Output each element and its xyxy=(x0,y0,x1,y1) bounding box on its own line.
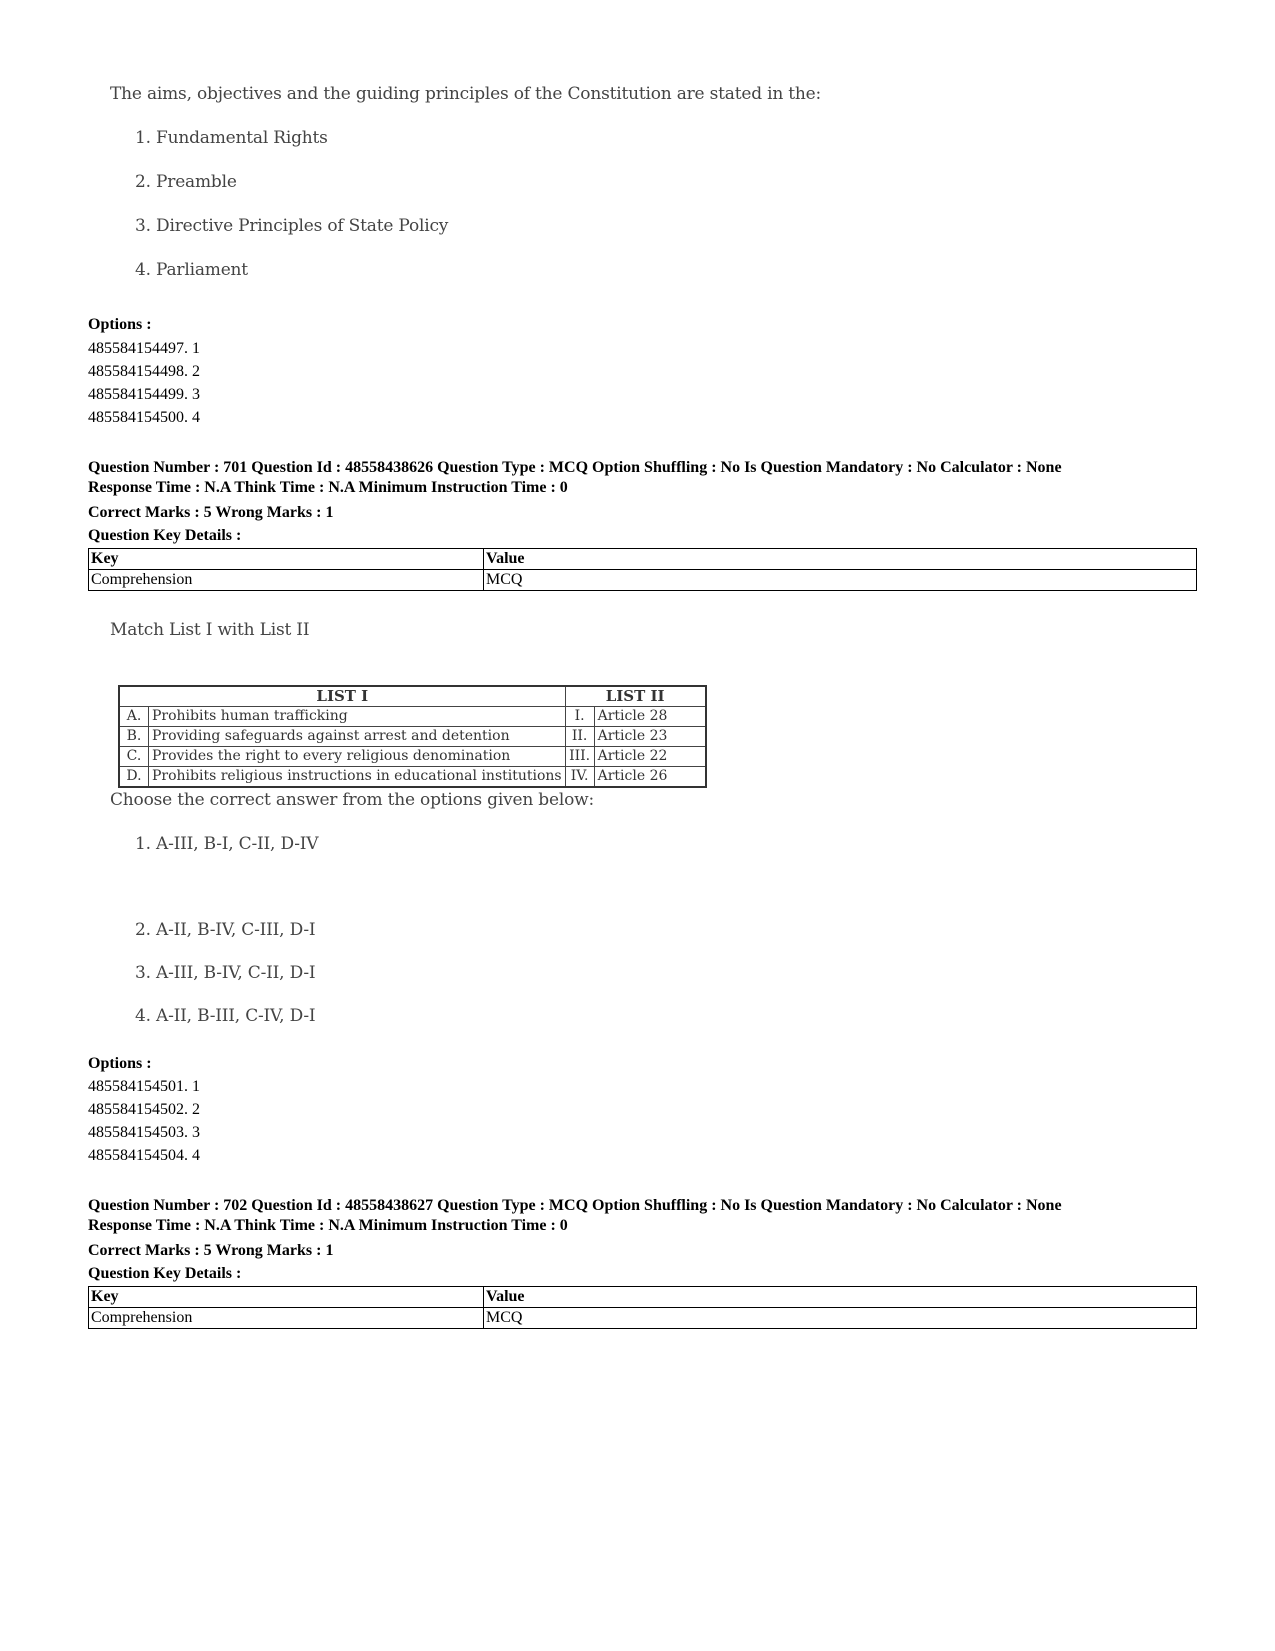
table-cell-key: Comprehension xyxy=(89,1308,484,1329)
table-header-value: Value xyxy=(484,549,1197,570)
key-details-table xyxy=(88,1286,1197,1329)
list-1-item: Provides the right to every religious denomination xyxy=(149,747,566,767)
list-1-label: C. xyxy=(119,747,149,767)
list-2-item: Article 26 xyxy=(594,767,706,788)
key-details-table xyxy=(88,548,1197,591)
question-stem: The aims, objectives and the guiding principles of the Constitution are stated in the: xyxy=(110,84,822,104)
choice-3: 3. Directive Principles of State Policy xyxy=(135,216,449,236)
table-row xyxy=(89,1308,1197,1329)
option-id-3: 485584154503. 3 xyxy=(88,1124,200,1141)
table-header-row xyxy=(89,549,1197,570)
match-row xyxy=(119,767,706,788)
list-1-label: D. xyxy=(119,767,149,788)
match-header-row xyxy=(119,686,706,707)
list-2-label: IV. xyxy=(565,767,594,788)
option-id-2: 485584154502. 2 xyxy=(88,1101,200,1118)
list-1-label: B. xyxy=(119,727,149,747)
list-2-item: Article 22 xyxy=(594,747,706,767)
list-2-header: LIST II xyxy=(565,686,706,707)
meta-line-1: Question Number : 701 Question Id : 48558438626 Question Type : MCQ Option Shuffling : No Is Question Mandatory : No Calculator : None xyxy=(88,459,1062,476)
table-cell-value: MCQ xyxy=(484,1308,1197,1329)
list-1-item: Providing safeguards against arrest and detention xyxy=(149,727,566,747)
table-row xyxy=(89,570,1197,591)
table-cell-key: Comprehension xyxy=(89,570,484,591)
match-row xyxy=(119,707,706,727)
list-1-item: Prohibits human trafficking xyxy=(149,707,566,727)
option-id-4: 485584154504. 4 xyxy=(88,1147,200,1164)
match-row xyxy=(119,727,706,747)
options-label: Options : xyxy=(88,1055,152,1072)
marks: Correct Marks : 5 Wrong Marks : 1 xyxy=(88,504,334,521)
table-header-key: Key xyxy=(89,1287,484,1308)
option-id-1: 485584154501. 1 xyxy=(88,1078,200,1095)
question-701-image xyxy=(110,620,309,640)
list-2-item: Article 28 xyxy=(594,707,706,727)
options-label: Options : xyxy=(88,316,152,333)
match-row xyxy=(119,747,706,767)
list-1-header: LIST I xyxy=(119,686,565,707)
marks: Correct Marks : 5 Wrong Marks : 1 xyxy=(88,1242,334,1259)
list-2-label: I. xyxy=(565,707,594,727)
key-details-label: Question Key Details : xyxy=(88,527,242,544)
meta-line-1: Question Number : 702 Question Id : 48558438627 Question Type : MCQ Option Shuffling : No Is Question Mandatory : No Calculator : None xyxy=(88,1197,1062,1214)
choice-2: 2. Preamble xyxy=(135,172,237,192)
key-details-label: Question Key Details : xyxy=(88,1265,242,1282)
choose-instruction: Choose the correct answer from the options given below: xyxy=(110,790,594,810)
table-header-value: Value xyxy=(484,1287,1197,1308)
table-cell-value: MCQ xyxy=(484,570,1197,591)
list-2-item: Article 23 xyxy=(594,727,706,747)
option-id-4: 485584154500. 4 xyxy=(88,409,200,426)
option-id-1: 485584154497. 1 xyxy=(88,340,200,357)
table-header-row xyxy=(89,1287,1197,1308)
choice-1: 1. Fundamental Rights xyxy=(135,128,328,148)
match-list-table xyxy=(118,685,707,788)
choice-3: 3. A-III, B-IV, C-II, D-I xyxy=(135,963,316,983)
question-stem: Match List I with List II xyxy=(110,620,310,640)
choice-2: 2. A-II, B-IV, C-III, D-I xyxy=(135,920,316,940)
list-1-label: A. xyxy=(119,707,149,727)
list-2-label: III. xyxy=(565,747,594,767)
question-701-choices xyxy=(110,790,594,1026)
choice-4: 4. A-II, B-III, C-IV, D-I xyxy=(135,1006,316,1026)
question-701-meta xyxy=(88,458,1208,498)
option-id-2: 485584154498. 2 xyxy=(88,363,200,380)
list-2-label: II. xyxy=(565,727,594,747)
list-1-item: Prohibits religious instructions in educational institutions xyxy=(149,767,566,788)
table-header-key: Key xyxy=(89,549,484,570)
question-700-image xyxy=(110,84,822,280)
meta-line-2: Response Time : N.A Think Time : N.A Minimum Instruction Time : 0 xyxy=(88,479,568,496)
question-702-meta xyxy=(88,1196,1208,1236)
option-id-3: 485584154499. 3 xyxy=(88,386,200,403)
choice-4: 4. Parliament xyxy=(135,260,248,280)
choice-1: 1. A-III, B-I, C-II, D-IV xyxy=(135,834,319,854)
meta-line-2: Response Time : N.A Think Time : N.A Minimum Instruction Time : 0 xyxy=(88,1217,568,1234)
